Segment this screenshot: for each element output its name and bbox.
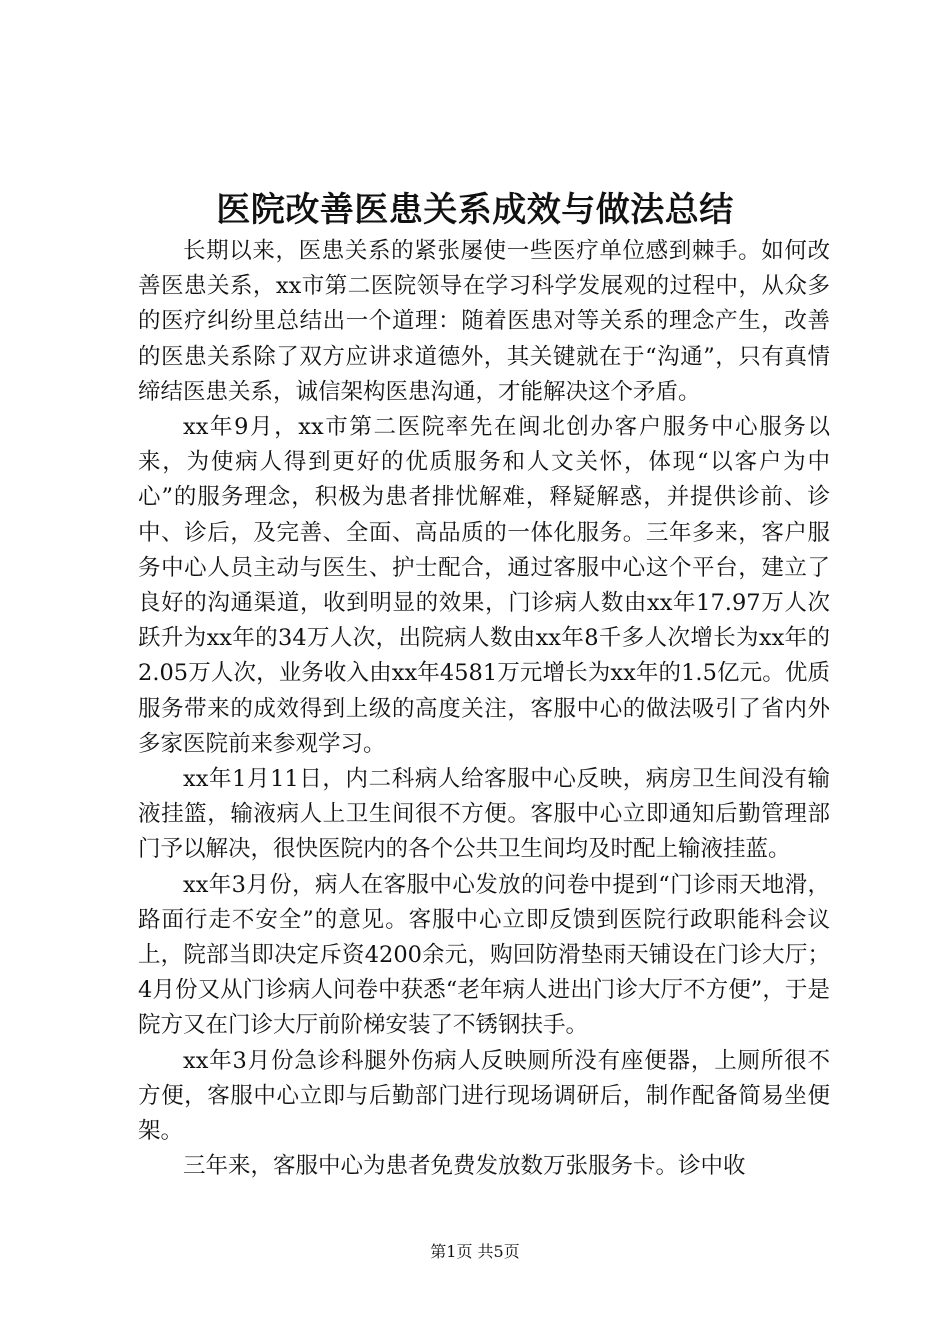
paragraph: xx年3月份，病人在客服中心发放的问卷中提到“门诊雨天地滑，路面行走不安全”的意见。客服中心立即反馈到医院行政职能科会议上，院部当即决定斥资4200余元，购回防滑垫雨天铺设在门诊大厅；4月份又从门诊病人问卷中获悉“老年病人进出门诊大厅不方便”，于是院方又在门诊大厅前阶梯安装了不锈钢扶手。 xyxy=(138,871,830,1039)
paragraph: 三年来，客服中心为患者免费发放数万张服务卡。诊中收 xyxy=(183,1153,746,1180)
paragraph: xx年1月11日，内二科病人给客服中心反映，病房卫生间没有输液挂篮，输液病人上卫生间很不方便。客服中心立即通知后勤管理部门予以解决，很快医院内的各个公共卫生间均及时配上输液挂蓝。 xyxy=(138,766,830,863)
document-title: 医院改善医患关系成效与做法总结 xyxy=(216,190,734,230)
paragraph: xx年9月，xx市第二医院率先在闽北创办客户服务中心服务以来，为使病人得到更好的优质服务和人文关怀，体现“以客户为中心”的服务理念，积极为患者排忧解难，释疑解惑，并提供诊前、诊中、诊后，及完善、全面、高品质的一体化服务。三年多来，客户服务中心人员主动与医生、护士配合，通过客服中心这个平台，建立了良好的沟通渠道，收到明显的效果，门诊病人数由xx年17.97万人次跃升为xx年的34万人次，出院病人数由xx年8千多人次增长为xx年的2.05万人次，业务收入由xx年4581万元增长为xx年的1.5亿元。优质服务带来的成效得到上级的高度关注，客服中心的做法吸引了省内外多家医院前来参观学习。 xyxy=(138,414,830,757)
page-footer: 第1页 共5页 xyxy=(430,1242,520,1261)
paragraph: 长期以来，医患关系的紧张屡使一些医疗单位感到棘手。如何改善医患关系，xx市第二医院领导在学习科学发展观的过程中，从众多的医疗纠纷里总结出一个道理：随着医患对等关系的理念产生，改善的医患关系除了双方应讲求道德外，其关键就在于“沟通”，只有真情缔结医患关系，诚信架构医患沟通，才能解决这个矛盾。 xyxy=(138,238,830,405)
document-body xyxy=(138,234,830,1184)
paragraph: xx年3月份急诊科腿外伤病人反映厕所没有座便器，上厕所很不方便，客服中心立即与后勤部门进行现场调研后，制作配备简易坐便架。 xyxy=(138,1047,830,1145)
